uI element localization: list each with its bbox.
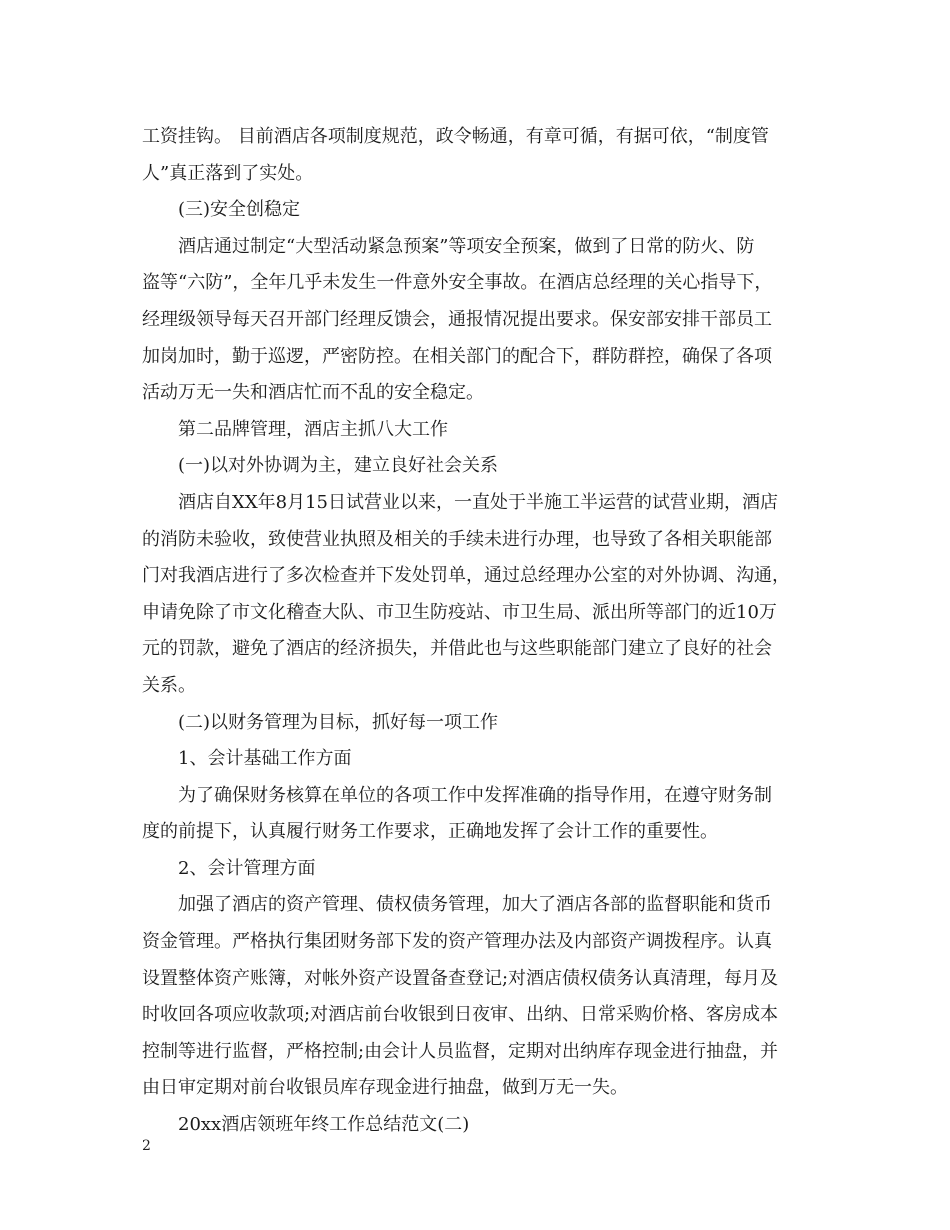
text-line: 加强了酒店的资产管理、债权债务管理，加大了酒店各部的监督职能和货币 [178,894,772,916]
text-line: 酒店通过制定“大型活动紧急预案”等项安全预案，做到了日常的防火、防 [178,235,755,257]
text-line: 20xx酒店领班年终工作总结范文(二) [178,1114,470,1136]
text-line: 门对我酒店进行了多次检查并下发处罚单，通过总经理办公室的对外协调、沟通， [142,565,790,587]
text-line: 控制等进行监督，严格控制;由会计人员监督，定期对出纳库存现金进行抽盘，并 [142,1040,779,1062]
text-line: 1、会计基础工作方面 [178,748,352,770]
text-line: 由日审定期对前台收银员库存现金进行抽盘，做到万无一失。 [142,1077,628,1099]
text-line: 人”真正落到了实处。 [142,162,314,184]
text-line: 元的罚款，避免了酒店的经济损失，并借此也与这些职能部门建立了良好的社会 [142,638,772,660]
text-line: (二)以财务管理为目标，抓好每一项工作 [178,711,499,733]
text-line: 活动万无一失和酒店忙而不乱的安全稳定。 [142,382,484,404]
text-line: 关系。 [142,674,196,696]
text-line: 资金管理。严格执行集团财务部下发的资产管理办法及内部资产调拨程序。认真 [142,931,772,953]
page-number: 2 [142,1138,151,1154]
text-line: 的消防未验收，致使营业执照及相关的手续未进行办理，也导致了各相关职能部 [142,528,772,550]
text-line: 设置整体资产账簿，对帐外资产设置备查登记;对酒店债权债务认真清理，每月及 [142,967,779,989]
text-line: 为了确保财务核算在单位的各项工作中发挥准确的指导作用，在遵守财务制 [178,784,772,806]
document-body [142,119,810,1144]
text-line: 经理级领导每天召开部门经理反馈会，通报情况提出要求。保安部安排干部员工 [142,308,772,330]
text-line: (一)以对外协调为主，建立良好社会关系 [178,455,499,477]
text-line: 加岗加时，勤于巡逻，严密防控。在相关部门的配合下，群防群控，确保了各项 [142,345,772,367]
text-line: 2、会计管理方面 [178,857,316,879]
text-line: 第二品牌管理，酒店主抓八大工作 [178,418,448,440]
text-line: (三)安全创稳定 [178,199,301,221]
text-line: 度的前提下，认真履行财务工作要求，正确地发挥了会计工作的重要性。 [142,821,718,843]
text-line: 时收回各项应收款项;对酒店前台收银到日夜审、出纳、日常采购价格、客房成本 [142,1004,779,1026]
text-line: 盗等“六防”，全年几乎未发生一件意外安全事故。在酒店总经理的关心指导下， [142,272,773,294]
text-line: 申请免除了市文化稽查大队、市卫生防疫站、市卫生局、派出所等部门的近10万 [142,601,777,623]
text-line: 酒店自XX年8月15日试营业以来，一直处于半施工半运营的试营业期，酒店 [178,491,778,513]
text-line: 工资挂钩。 目前酒店各项制度规范，政令畅通，有章可循，有据可依，“制度管 [142,126,769,147]
